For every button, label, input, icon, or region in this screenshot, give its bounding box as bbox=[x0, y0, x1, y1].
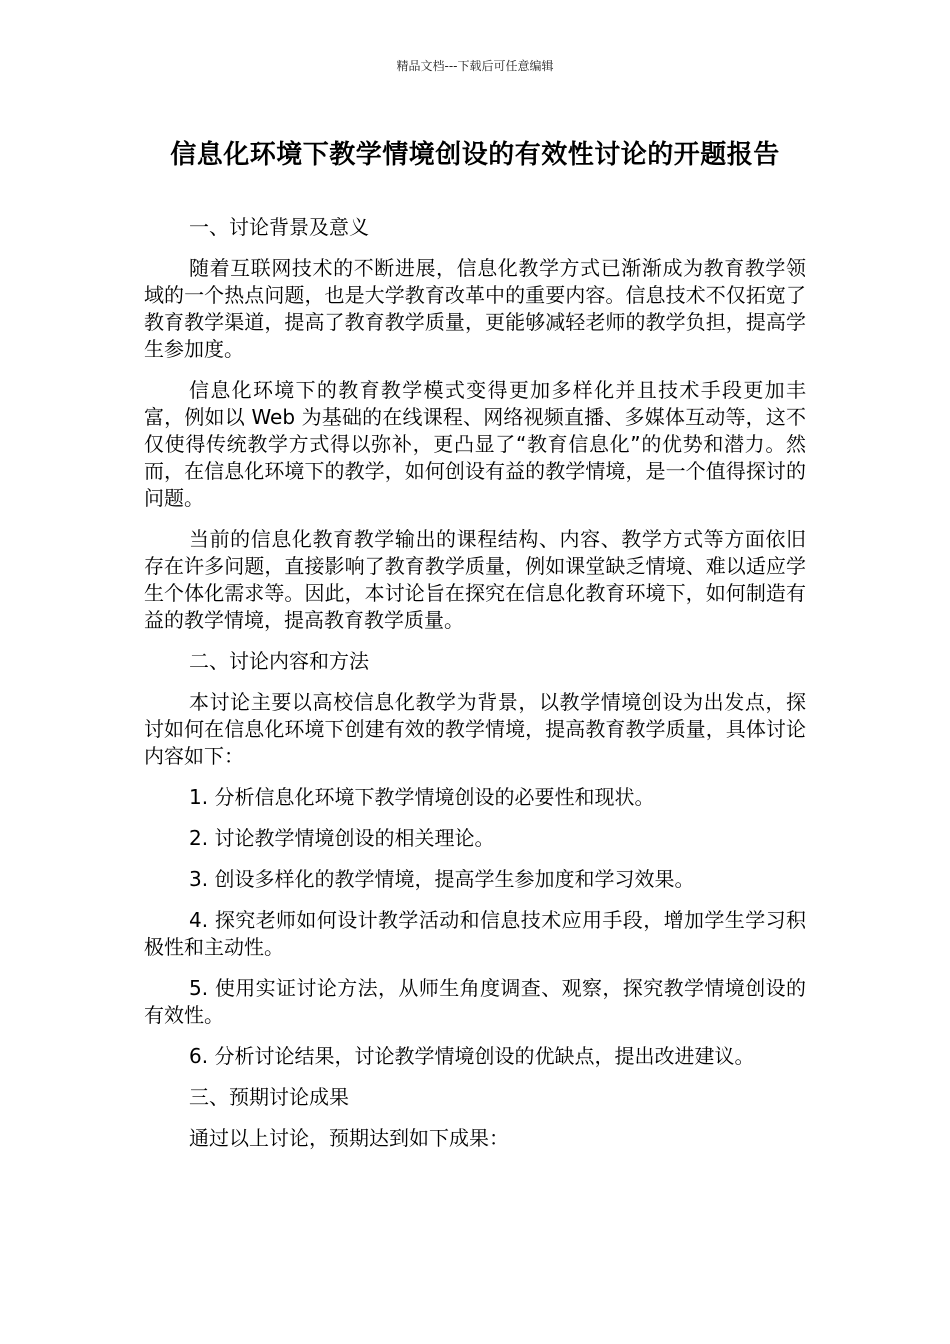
list-item-3: 3. 创设多样化的教学情境，提高学生参加度和学习效果。 bbox=[189, 867, 695, 891]
paragraph-background-2: 信息化环境下的教育教学模式变得更加多样化并且技术手段更加丰富，例如以 Web 为基础的在线课程、网络视频直播、多媒体互动等，这不仅使得传统教学方式得以弥补，更凸显了“教育信息化”的优势和潜力。然而，在信息化环境下的教学，如何创设有益的教学情境，是一个值得探讨的问题。 bbox=[144, 378, 806, 510]
section-heading-content-method: 二、讨论内容和方法 bbox=[189, 649, 369, 673]
header-note: 精品文档---下载后可任意编辑 bbox=[396, 59, 554, 73]
paragraph-background-3: 当前的信息化教育教学输出的课程结构、内容、教学方式等方面依旧存在许多问题，直接影响了教育教学质量，例如课堂缺乏情境、难以适应学生个体化需求等。因此，本讨论旨在探究在信息化教育环境下，如何制造有益的教学情境，提高教育教学质量。 bbox=[144, 527, 806, 632]
paragraph-background-1: 随着互联网技术的不断进展，信息化教学方式已渐渐成为教育教学领域的一个热点问题，也是大学教育改革中的重要内容。信息技术不仅拓宽了教育教学渠道，提高了教育教学质量，更能够减轻老师的教学负担，提高学生参加度。 bbox=[144, 256, 806, 361]
document-body bbox=[144, 214, 806, 1166]
list-item-4: 4. 探究老师如何设计教学活动和信息技术应用手段，增加学生学习积极性和主动性。 bbox=[144, 908, 806, 959]
list-item-2: 2. 讨论教学情境创设的相关理论。 bbox=[189, 826, 495, 850]
list-item-5: 5. 使用实证讨论方法，从师生角度调查、观察，探究教学情境创设的有效性。 bbox=[144, 976, 806, 1027]
paragraph-expected-intro: 通过以上讨论，预期达到如下成果： bbox=[189, 1126, 509, 1150]
section-heading-background: 一、讨论背景及意义 bbox=[189, 215, 369, 239]
section-heading-expected-results: 三、预期讨论成果 bbox=[189, 1085, 349, 1109]
list-item-1: 1. 分析信息化环境下教学情境创设的必要性和现状。 bbox=[189, 785, 655, 809]
list-item-6: 6. 分析讨论结果，讨论教学情境创设的优缺点，提出改进建议。 bbox=[189, 1044, 755, 1068]
document-title: 信息化环境下教学情境创设的有效性讨论的开题报告 bbox=[170, 140, 780, 170]
paragraph-content-intro: 本讨论主要以高校信息化教学为背景，以教学情境创设为出发点，探讨如何在信息化环境下创建有效的教学情境，提高教育教学质量，具体讨论内容如下： bbox=[144, 690, 806, 768]
